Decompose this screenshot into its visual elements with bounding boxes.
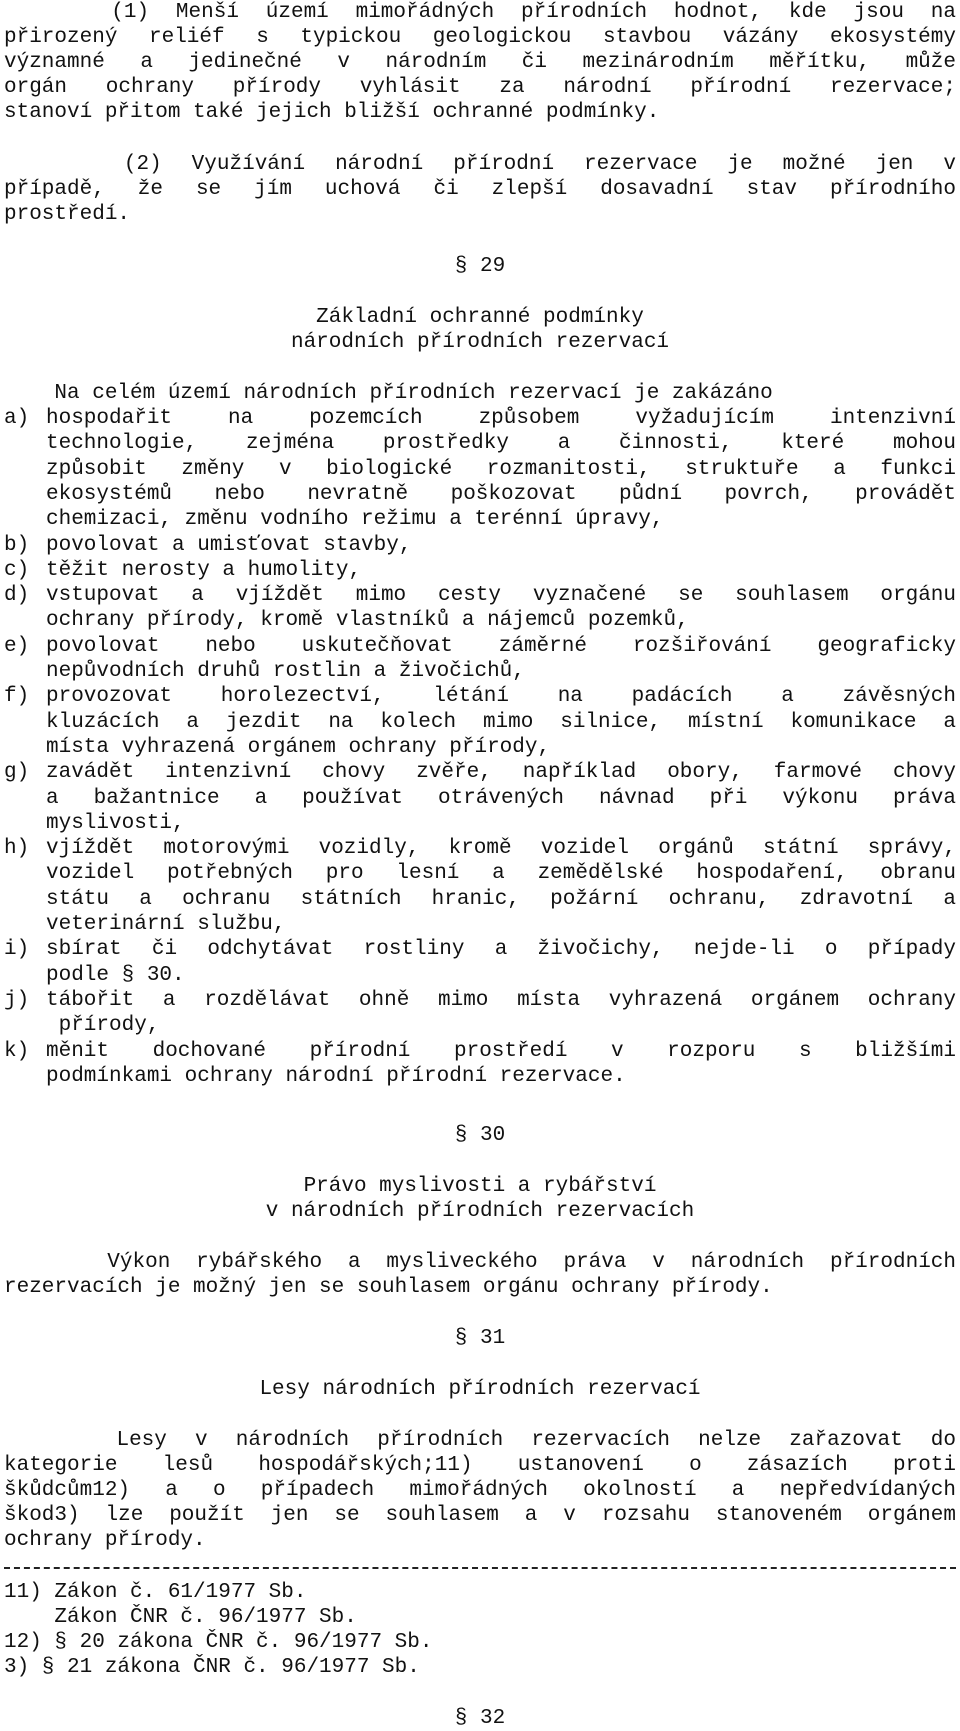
list-item-marker: e) bbox=[4, 634, 30, 658]
section-heading: § 31 bbox=[454, 1327, 506, 1350]
list-item-text: ekosystémů nebo nevratně poškozovat půdní povrch, provádět bbox=[46, 482, 956, 506]
text-line: (1) Menší území mimořádných přírodních hodnot, kde jsou na bbox=[4, 1, 956, 24]
list-item-text: přírody, bbox=[46, 1014, 160, 1038]
text-line: (2) Využívání národní přírodní rezervace je možné jen v bbox=[4, 153, 956, 176]
section-title: Základní ochranné podmínky bbox=[316, 306, 644, 329]
list-item-text: chemizaci, změnu vodního režimu a terénní úpravy, bbox=[46, 508, 664, 532]
footnote: 12) § 20 zákona ČNR č. 96/1977 Sb. bbox=[4, 1631, 433, 1654]
text-line: kategorie lesů hospodářských;11) ustanovení o zásazích proti bbox=[4, 1454, 956, 1477]
list-item-text: státu a ochranu státních hranic, požární ochranu, zdravotní a bbox=[46, 887, 956, 911]
list-item-text: myslivosti, bbox=[46, 811, 185, 835]
footnote-divider bbox=[4, 1567, 956, 1569]
list-item-text: vozidel potřebných pro lesní a zemědělské hospodaření, obranu bbox=[46, 862, 956, 886]
text-line: Výkon rybářského a mysliveckého práva v národních přírodních bbox=[4, 1251, 956, 1274]
list-item-marker: d) bbox=[4, 584, 30, 608]
text-line: škod3) lze použít jen se souhlasem a v rozsahu stanoveném orgánem bbox=[4, 1504, 956, 1527]
footnote: 11) Zákon č. 61/1977 Sb. bbox=[4, 1581, 307, 1604]
section-title: v národních přírodních rezervacích bbox=[265, 1200, 695, 1223]
text-line: orgán ochrany přírody vyhlásit za národní přírodní rezervace; bbox=[4, 76, 956, 99]
list-item-text: místa vyhrazená orgánem ochrany přírody, bbox=[46, 735, 551, 759]
list-item-text: podmínkami ochrany národní přírodní rezervace. bbox=[46, 1064, 626, 1088]
text-line: škůdcům12) a o případech mimořádných okolností a nepředvídaných bbox=[4, 1479, 956, 1502]
list-item-marker: j) bbox=[4, 988, 30, 1012]
list-item-text: a bažantnice a používat otrávených návnad při výkonu práva bbox=[46, 786, 956, 810]
footnote: Zákon ČNR č. 96/1977 Sb. bbox=[4, 1606, 357, 1629]
section-heading: § 29 bbox=[454, 255, 506, 278]
text-line: přirozený reliéf s typickou geologickou stavbou vázány ekosystémy bbox=[4, 26, 956, 49]
section-heading: § 30 bbox=[454, 1124, 506, 1147]
text-line: rezervacích je možný jen se souhlasem orgánu ochrany přírody. bbox=[4, 1276, 773, 1299]
list-item-marker: i) bbox=[4, 938, 30, 962]
list-item-marker: k) bbox=[4, 1039, 30, 1063]
section-heading: § 32 bbox=[454, 1707, 506, 1730]
list-item-marker: h) bbox=[4, 837, 30, 861]
section-title: národních přírodních rezervací bbox=[290, 331, 670, 354]
list-item-text: vstupovat a vjíždět mimo cesty vyznačené se souhlasem orgánu bbox=[46, 584, 956, 608]
list-item-text: ochrany přírody, kromě vlastníků a nájemců pozemků, bbox=[46, 609, 689, 633]
list-item-text: nepůvodních druhů rostlin a živočichů, bbox=[46, 660, 525, 683]
list-item-marker: a) bbox=[4, 407, 30, 430]
list-item-marker: g) bbox=[4, 761, 30, 785]
list-item-text: způsobit změny v biologické rozmanitosti, struktuře a funkci bbox=[46, 457, 956, 481]
list-item-text: těžit nerosty a humolity, bbox=[46, 558, 362, 582]
list-item-marker: c) bbox=[4, 558, 30, 582]
list-item-text: vjíždět motorovými vozidly, kromě vozidel orgánů státní správy, bbox=[46, 837, 956, 861]
list-item-text: měnit dochované přírodní prostředí v rozporu s bližšími bbox=[46, 1039, 956, 1063]
list-item-text: hospodařit na pozemcích způsobem vyžadujícím intenzivní bbox=[46, 407, 956, 430]
footnote: 3) § 21 zákona ČNR č. 96/1977 Sb. bbox=[4, 1656, 420, 1679]
list-item-text: veterinární službu, bbox=[46, 913, 286, 936]
list-item-text: kluzácích a jezdit na kolech mimo silnice, místní komunikace a bbox=[46, 710, 956, 734]
list-item-marker: b) bbox=[4, 533, 30, 557]
text-line: ochrany přírody. bbox=[4, 1529, 206, 1552]
text-line: Lesy v národních přírodních rezervacích nelze zařazovat do bbox=[4, 1429, 956, 1452]
list-item-text: tábořit a rozdělávat ohně mimo místa vyhrazená orgánem ochrany bbox=[46, 988, 956, 1012]
list-item-text: povolovat nebo uskutečňovat záměrné rozšiřování geograficky bbox=[46, 634, 956, 658]
text-line: prostředí. bbox=[4, 203, 131, 226]
intro-line: Na celém území národních přírodních rezervací je zakázáno bbox=[4, 382, 773, 405]
list-item-text: provozovat horolezectví, létání na padácích a závěsných bbox=[46, 685, 956, 709]
text-line: významné a jedinečné v národním či mezinárodním měřítku, může bbox=[4, 51, 956, 74]
section-title: Lesy národních přírodních rezervací bbox=[259, 1378, 701, 1401]
list-item-text: zavádět intenzivní chovy zvěře, například obory, farmové chovy bbox=[46, 761, 956, 785]
list-item-text: povolovat a umisťovat stavby, bbox=[46, 533, 412, 557]
text-line: případě, že se jím uchová či zlepší dosavadní stav přírodního bbox=[4, 178, 956, 201]
text-line: stanoví přitom také jejich bližší ochranné podmínky. bbox=[4, 101, 660, 124]
list-item-text: technologie, zejména prostředky a činnosti, které mohou bbox=[46, 432, 956, 456]
list-item-text: podle § 30. bbox=[46, 963, 185, 987]
list-item-marker: f) bbox=[4, 685, 30, 709]
list-item-text: sbírat či odchytávat rostliny a živočichy, nejde-li o případy bbox=[46, 938, 956, 962]
section-title: Právo myslivosti a rybářství bbox=[303, 1175, 657, 1198]
